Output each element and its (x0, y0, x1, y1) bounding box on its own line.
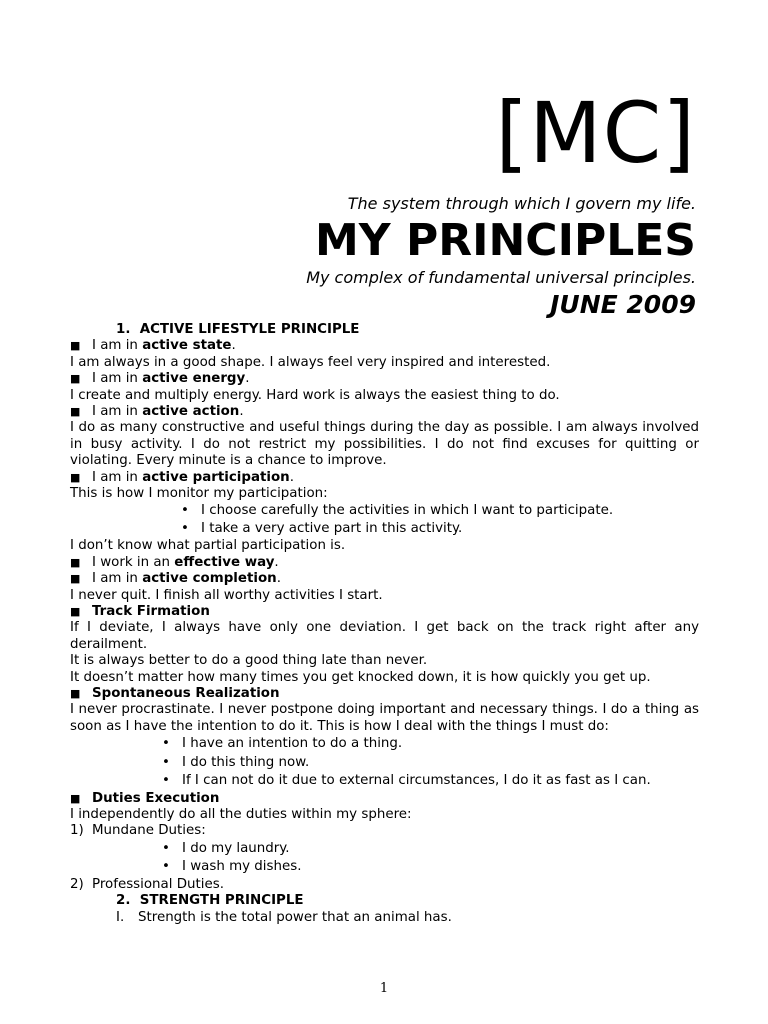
numbered-item: I. Strength is the total power that an animal has. (116, 909, 452, 925)
dot-bullet-icon: • (162, 736, 170, 752)
dot-bullet-icon: • (162, 840, 170, 856)
principle-item: ■ I am in active participation. (70, 469, 294, 485)
principle-item: ■ I am in active completion. (70, 571, 281, 587)
square-bullet-icon: ■ (70, 555, 81, 569)
square-bullet-icon: ■ (70, 791, 81, 805)
dot-bullet-icon: • (181, 521, 189, 537)
paragraph: I never procrastinate. I never postpone doing important and necessary things. I do a thing as soon as I have the intention to do it. This is how I deal with the things I must do: (70, 702, 699, 734)
dot-bullet-icon: • (181, 503, 189, 519)
list-item: • I have an intention to do a thing. (70, 735, 699, 754)
principle-item: ■ I work in an effective way. (70, 554, 279, 570)
page-number: 1 (379, 981, 389, 996)
description: My complex of fundamental universal principles. (306, 268, 696, 287)
list-item: • I do this thing now. (70, 754, 699, 773)
paragraph: I don’t know what partial participation is. (70, 538, 346, 554)
dot-bullet-icon: • (162, 773, 170, 789)
list-item: • I wash my dishes. (70, 858, 699, 877)
square-bullet-icon: ■ (70, 604, 81, 618)
numbered-item: 2) Professional Duties. (70, 876, 224, 892)
square-bullet-icon: ■ (70, 404, 81, 418)
square-bullet-icon: ■ (70, 572, 81, 586)
principle-item: ■ I am in active state. (70, 338, 236, 354)
numbered-item: 1) Mundane Duties: (70, 823, 206, 839)
paragraph: I do as many constructive and useful things during the day as possible. I am always involved in busy activity. I do not restrict my possibilities. I do not find excuses for quitting or violating. Every minute is a chance to improve. (70, 420, 699, 469)
section-heading-2: 2. STRENGTH PRINCIPLE (116, 893, 304, 909)
paragraph: It doesn’t matter how many times you get knocked down, it is how quickly you get up. (70, 669, 651, 685)
document-body (70, 322, 699, 926)
paragraph: This is how I monitor my participation: (70, 485, 328, 501)
principle-item: ■ I am in active action. (70, 403, 244, 419)
section-heading-1: 1. ACTIVE LIFESTYLE PRINCIPLE (116, 322, 360, 337)
date: JUNE 2009 (550, 290, 696, 319)
paragraph: I never quit. I finish all worthy activities I start. (70, 587, 383, 603)
subtitle: The system through which I govern my life. (347, 194, 696, 213)
square-bullet-icon: ■ (70, 686, 81, 700)
subheading: ■ Spontaneous Realization (70, 685, 280, 701)
list-item: • I do my laundry. (70, 840, 699, 859)
paragraph: If I deviate, I always have only one deviation. I get back on the track right after any derailment. (70, 620, 699, 652)
dot-bullet-icon: • (162, 754, 170, 770)
dot-bullet-icon: • (162, 859, 170, 875)
list-item: • If I can not do it due to external circumstances, I do it as fast as I can. (70, 772, 699, 791)
logo: [MC] (495, 84, 696, 182)
paragraph: I independently do all the duties within my sphere: (70, 806, 412, 822)
paragraph: I am always in a good shape. I always feel very inspired and interested. (70, 354, 551, 370)
page-title: MY PRINCIPLES (315, 215, 696, 266)
list-item: • I take a very active part in this activity. (181, 521, 463, 537)
list-item: • I choose carefully the activities in which I want to participate. (181, 503, 614, 519)
principle-item: ■ I am in active energy. (70, 371, 250, 387)
paragraph: It is always better to do a good thing late than never. (70, 653, 428, 669)
square-bullet-icon: ■ (70, 372, 81, 386)
paragraph: I create and multiply energy. Hard work is always the easiest thing to do. (70, 387, 560, 403)
subheading: ■ Duties Execution (70, 790, 220, 806)
subheading: ■ Track Firmation (70, 603, 210, 619)
square-bullet-icon: ■ (70, 470, 81, 484)
square-bullet-icon: ■ (70, 339, 81, 353)
